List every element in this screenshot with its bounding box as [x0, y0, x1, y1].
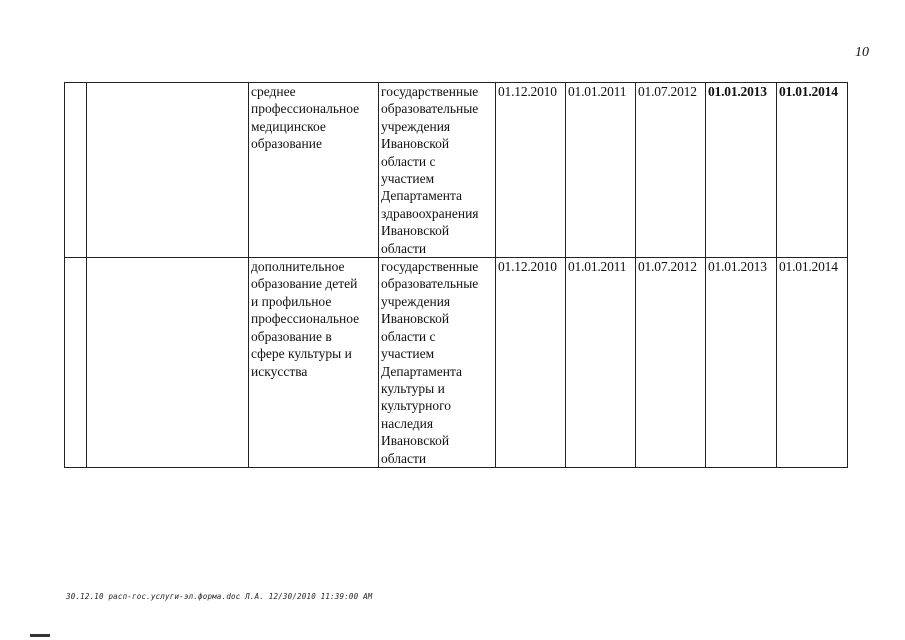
text-line: среднее	[251, 84, 296, 99]
date-cell: 01.01.2014	[777, 83, 848, 258]
education-type-cell	[249, 83, 379, 258]
text-line: образовательные	[381, 101, 479, 117]
text-line: области	[381, 450, 427, 466]
page-number: 10	[855, 45, 869, 60]
text-line: сфере культуры и	[251, 346, 352, 362]
text-line: образование в	[251, 328, 332, 344]
text-line: государственные	[381, 259, 479, 275]
date-cell: 01.01.2011	[566, 258, 636, 468]
text-line: участием	[381, 171, 435, 187]
provider-cell	[379, 258, 496, 468]
text-line: наследия	[381, 415, 434, 431]
date-cell: 01.07.2012	[636, 83, 706, 258]
text-line: профессиональное	[251, 101, 360, 117]
text-line: образование	[251, 136, 322, 152]
row-number-cell	[65, 83, 87, 258]
text-line: культурного	[381, 398, 452, 414]
text-line: области	[381, 240, 427, 256]
text-line: профессиональное	[251, 311, 360, 327]
scan-mark	[30, 634, 50, 637]
text-line: образовательные	[381, 276, 479, 292]
text-line: учреждения	[381, 293, 451, 309]
text-line: области с	[381, 328, 436, 344]
text-line: и профильное	[251, 293, 332, 309]
services-table	[64, 82, 848, 468]
date-cell: 01.01.2013	[706, 83, 777, 258]
text-line: культуры и	[381, 380, 445, 396]
text-line: Департамента	[381, 188, 463, 204]
service-name-cell	[87, 258, 249, 468]
date-cell: 01.07.2012	[636, 258, 706, 468]
text-line: области с	[381, 153, 436, 169]
text-line: здравоохранения	[381, 205, 479, 221]
text-line: дополнительное	[251, 259, 345, 275]
text-line: Ивановской	[381, 433, 450, 449]
provider-cell	[379, 83, 496, 258]
row-number-cell	[65, 258, 87, 468]
table-row	[65, 258, 848, 468]
text-line: Ивановской	[381, 223, 450, 239]
table-row	[65, 83, 848, 258]
text-line: медицинское	[251, 118, 326, 134]
text-line: образование детей	[251, 276, 358, 292]
date-cell: 01.01.2011	[566, 83, 636, 258]
text-line: Ивановской	[381, 311, 450, 327]
education-type-cell	[249, 258, 379, 468]
document-footer: 30.12.10 расп-гос.услуги-эл.форма.doc Л.А. 12/30/2010 11:39:00 AM	[66, 592, 373, 601]
date-cell: 01.01.2013	[706, 258, 777, 468]
text-line: государственные	[381, 84, 479, 99]
text-line: искусства	[251, 363, 308, 379]
text-line: Ивановской	[381, 136, 450, 152]
date-cell: 01.12.2010	[496, 258, 566, 468]
service-name-cell	[87, 83, 249, 258]
text-line: учреждения	[381, 118, 451, 134]
date-cell: 01.01.2014	[777, 258, 848, 468]
date-cell: 01.12.2010	[496, 83, 566, 258]
text-line: участием	[381, 346, 435, 362]
text-line: Департамента	[381, 363, 463, 379]
